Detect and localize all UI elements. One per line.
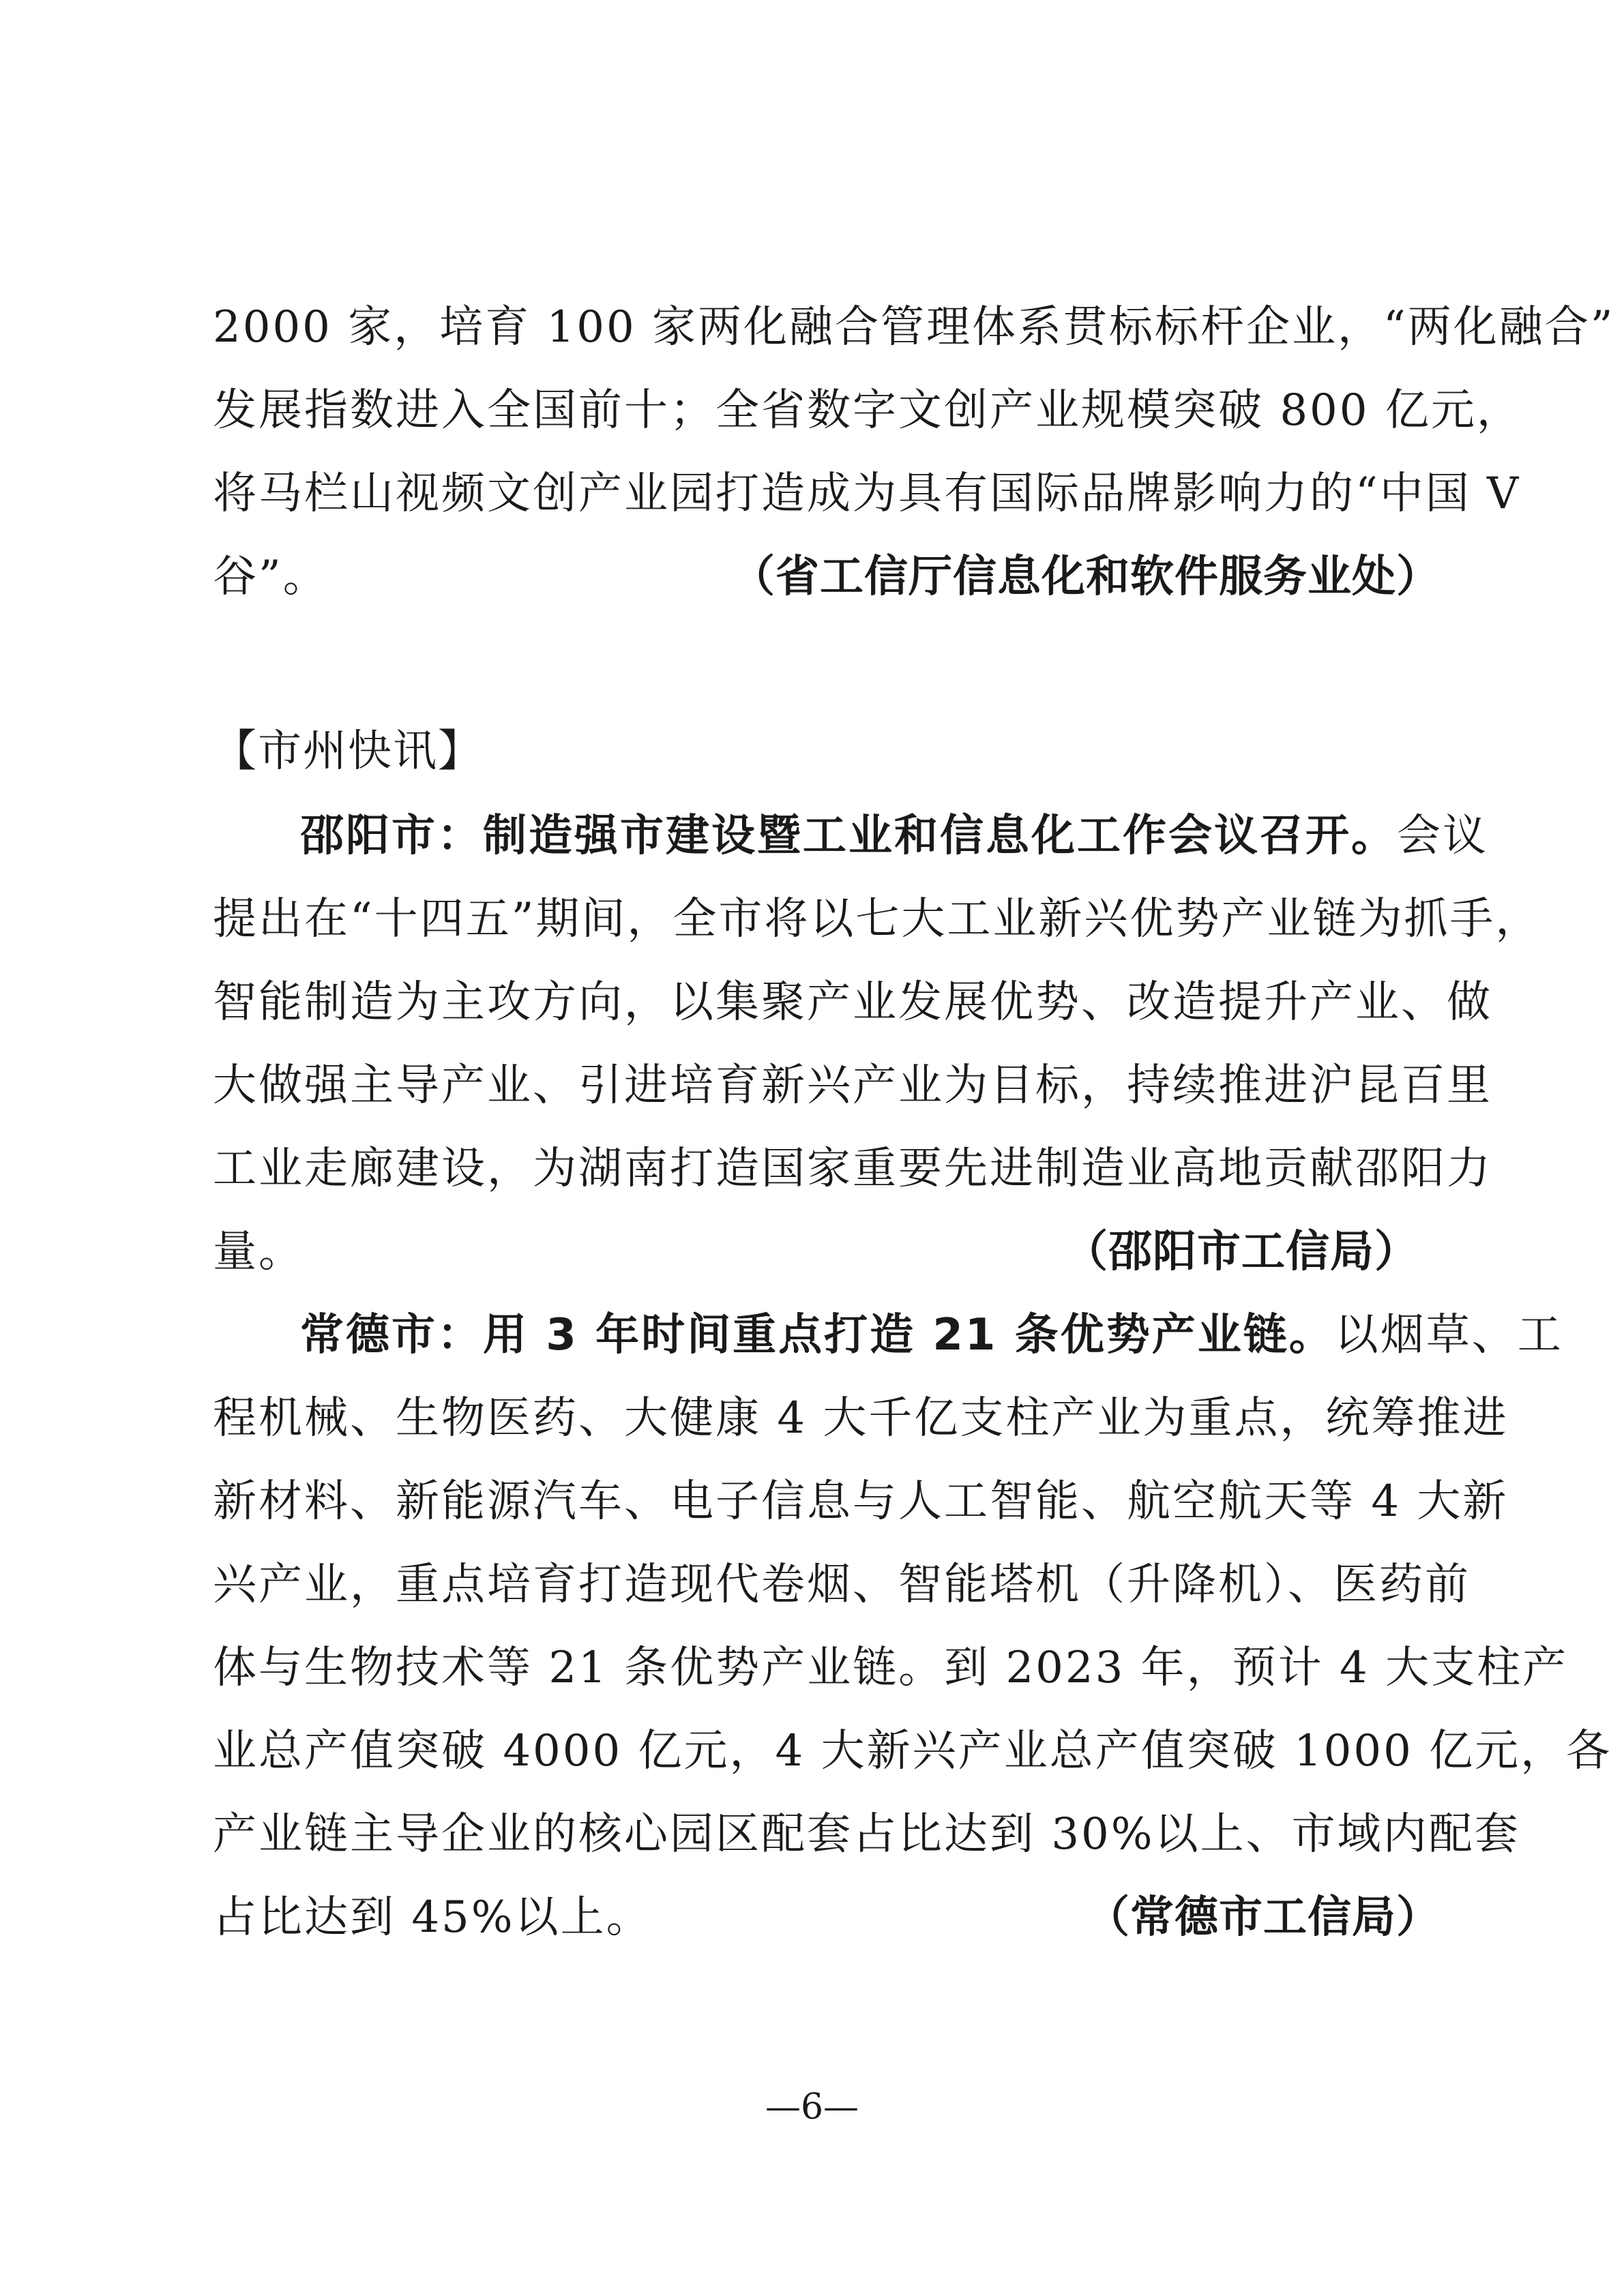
changde-line-8 (213, 1890, 1441, 1945)
shaoyang-headline: 邵阳市：制造强市建设暨工业和信息化工作会议召开。 (300, 811, 1397, 861)
changde-first-line-rest: 以烟草、工 (1334, 1310, 1563, 1360)
changde-line-5: 体与生物技术等 21 条优势产业链。到 2023 年，预计 4 大支柱产 (213, 1643, 1569, 1693)
page-number: —6— (765, 2087, 859, 2128)
changde-line-8-text: 占比达到 45%以上。 (213, 1892, 652, 1943)
section-heading: 【市州快讯】 (213, 726, 483, 777)
intro-line-4-text: 谷”。 (213, 552, 329, 602)
intro-line-4 (213, 550, 1441, 604)
changde-line-3: 新材料、新能源汽车、电子信息与人工智能、航空航天等 4 大新 (213, 1476, 1509, 1527)
shaoyang-first-line (300, 809, 1488, 863)
changde-line-7: 产业链主导企业的核心园区配套占比达到 30%以上、市域内配套 (213, 1809, 1520, 1860)
intro-source: （省工信厅信息化和软件服务业处） (731, 552, 1441, 602)
changde-line-6: 业总产值突破 4000 亿元，4 大新兴产业总产值突破 1000 亿元，各 (213, 1726, 1612, 1776)
intro-line-3: 将马栏山视频文创产业园打造成为具有国际品牌影响力的“中国 V (213, 468, 1521, 519)
changde-first-line (300, 1308, 1563, 1362)
changde-line-4: 兴产业，重点培育打造现代卷烟、智能塔机（升降机）、医药前 (213, 1560, 1471, 1610)
shaoyang-line-4: 大做强主导产业、引进培育新兴产业为目标，持续推进沪昆百里 (213, 1060, 1492, 1111)
shaoyang-source: （邵阳市工信局） (1064, 1227, 1419, 1277)
changde-line-2: 程机械、生物医药、大健康 4 大千亿支柱产业为重点，统筹推进 (213, 1393, 1509, 1444)
intro-line-1: 2000 家，培育 100 家两化融合管理体系贯标标杆企业，“两化融合” (213, 302, 1615, 353)
shaoyang-first-line-rest: 会议 (1397, 811, 1488, 861)
shaoyang-line-5: 工业走廊建设，为湖南打造国家重要先进制造业高地贡献邵阳力 (213, 1144, 1492, 1194)
shaoyang-line-2: 提出在“十四五”期间，全市将以七大工业新兴优势产业链为抓手， (213, 894, 1541, 944)
changde-headline: 常德市：用 3 年时间重点打造 21 条优势产业链。 (300, 1310, 1335, 1360)
intro-line-2: 发展指数进入全国前十；全省数字文创产业规模突破 800 亿元， (213, 385, 1522, 436)
shaoyang-line-6 (213, 1225, 1419, 1279)
shaoyang-line-6-text: 量。 (213, 1227, 304, 1277)
shaoyang-line-3: 智能制造为主攻方向，以集聚产业发展优势、改造提升产业、做 (213, 977, 1492, 1028)
changde-source: （常德市工信局） (1086, 1892, 1441, 1943)
